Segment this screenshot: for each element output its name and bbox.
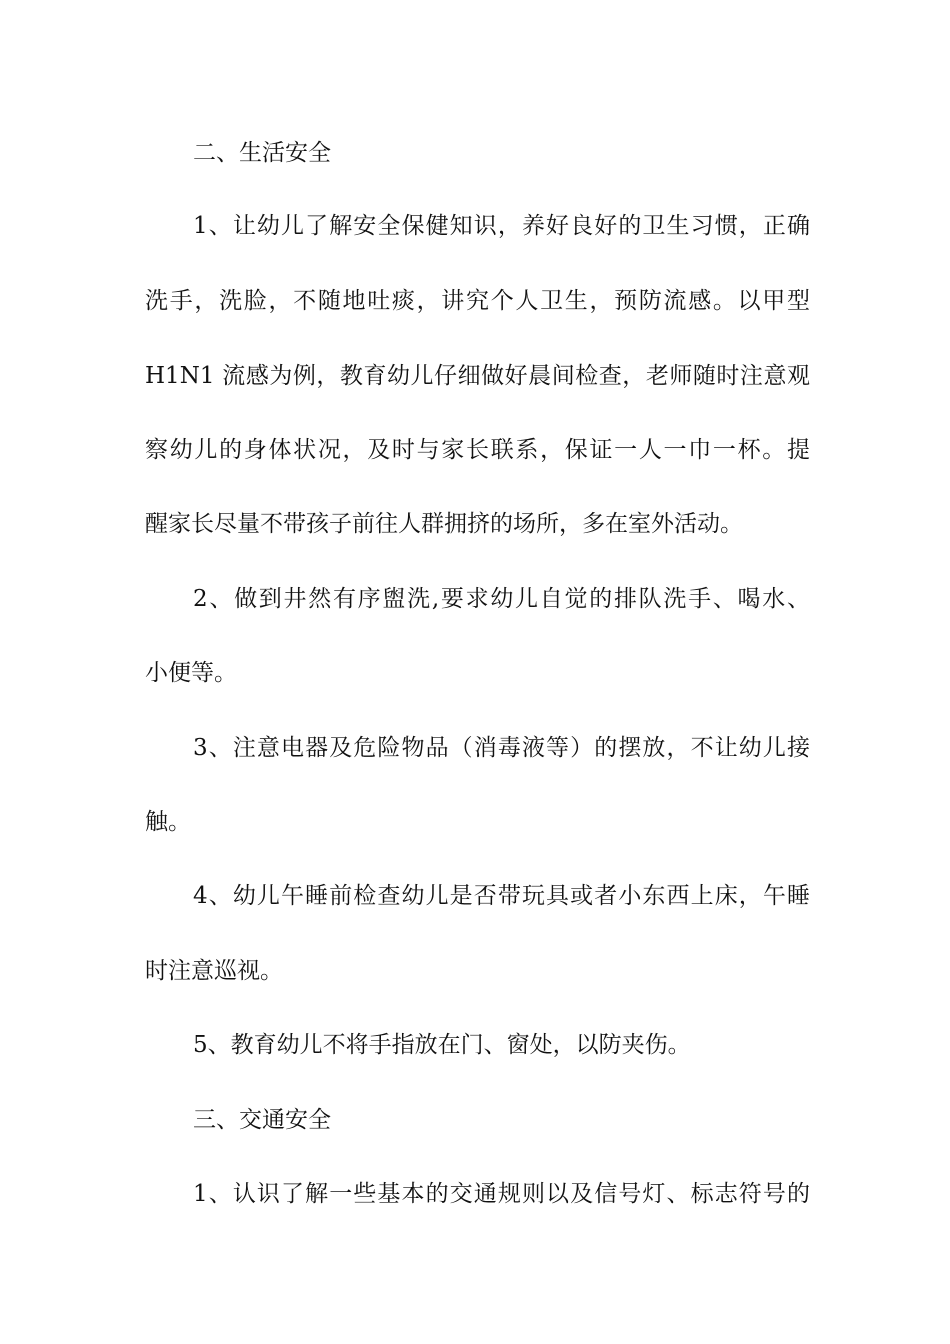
paragraph-line: 1、让幼儿了解安全保健知识，养好良好的卫生习惯，正确 <box>193 213 810 239</box>
paragraph-line: 触。 <box>145 809 191 835</box>
paragraph-line: 1、认识了解一些基本的交通规则以及信号灯、标志符号的 <box>193 1181 810 1207</box>
paragraph-line: 2、做到井然有序盥洗,要求幼儿自觉的排队洗手、喝水、 <box>193 586 810 612</box>
paragraph-line: 醒家长尽量不带孩子前往人群拥挤的场所，多在室外活动。 <box>145 511 743 537</box>
section-heading-life-safety: 二、生活安全 <box>193 140 331 166</box>
paragraph-line: 5、教育幼儿不将手指放在门、窗处，以防夹伤。 <box>193 1032 691 1058</box>
paragraph-line: 洗手，洗脸，不随地吐痰，讲究个人卫生，预防流感。以甲型 <box>145 288 810 314</box>
paragraph-line: 察幼儿的身体状况，及时与家长联系，保证一人一巾一杯。提 <box>145 437 810 463</box>
paragraph-line: H1N1 流感为例，教育幼儿仔细做好晨间检查，老师随时注意观 <box>145 363 810 389</box>
section-heading-traffic-safety: 三、交通安全 <box>193 1107 331 1133</box>
paragraph-line: 时注意巡视。 <box>145 958 283 984</box>
paragraph-line: 4、幼儿午睡前检查幼儿是否带玩具或者小东西上床，午睡 <box>193 883 810 909</box>
paragraph-line: 3、注意电器及危险物品（消毒液等）的摆放，不让幼儿接 <box>193 735 810 761</box>
paragraph-line: 小便等。 <box>145 660 237 686</box>
